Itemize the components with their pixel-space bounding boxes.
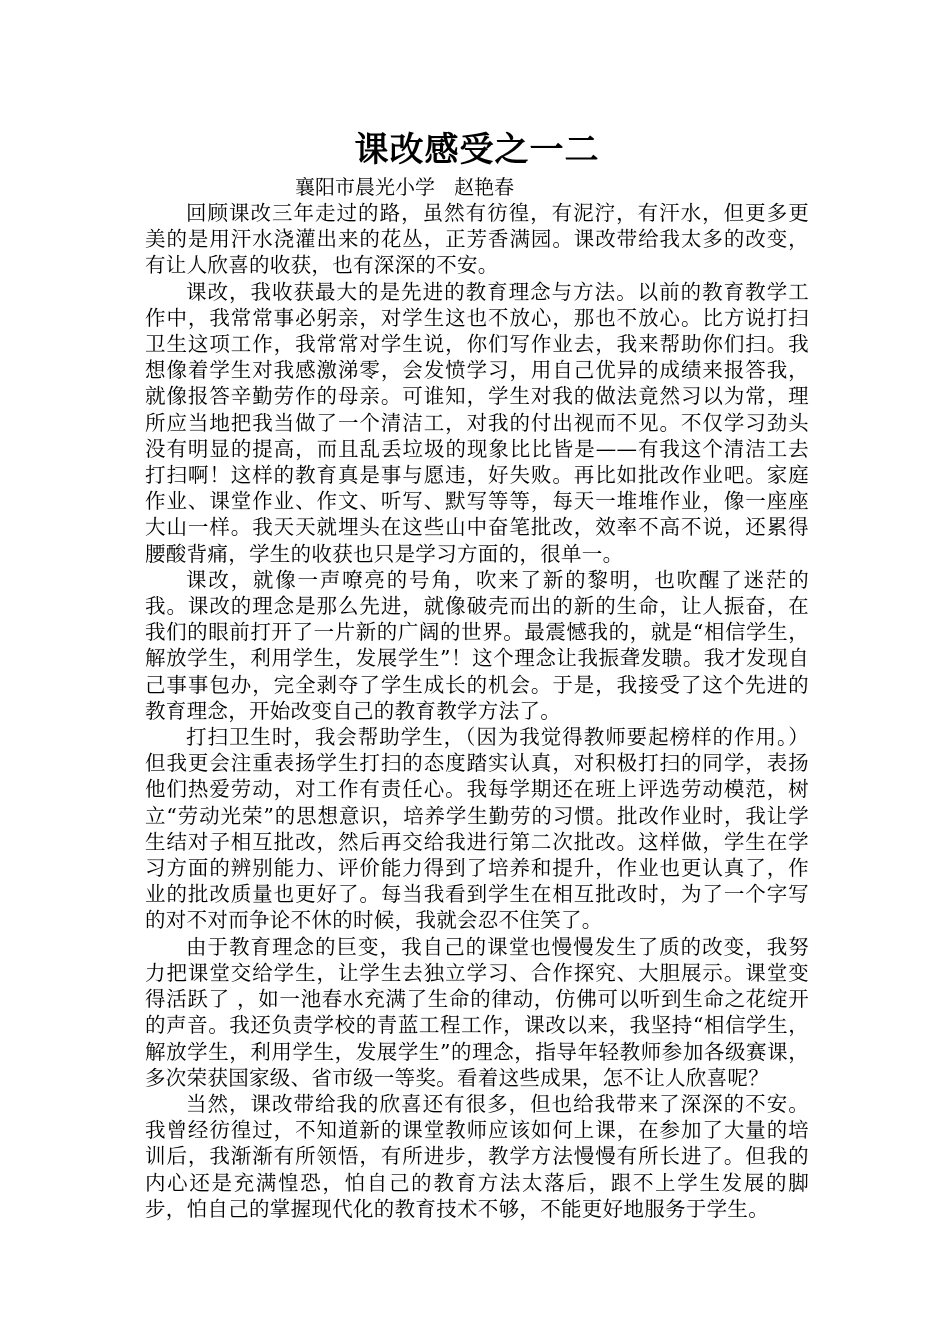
paragraph-3: 课改，就像一声嘹亮的号角，吹来了新的黎明，也吹醒了迷茫的我。课改的理念是那么先进，就像破壳而出的新的生命，让人振奋，在我们的眼前打开了一片新的广阔的世界。最震憾我的，就是“相信学生，解放学生，利用学生，发展学生”！这个理念让我振聋发聩。我才发现自己事事包办，完全剥夺了学生成长的机会。于是，我接受了这个先进的教育理念，开始改变自己的教育教学方法了。 <box>145 567 809 723</box>
document-title: 课改感受之一二 <box>354 130 600 170</box>
paragraph-1: 回顾课改三年走过的路，虽然有彷徨，有泥泞，有汗水，但更多更美的是用汗水浇灌出来的花丛，正芳香满园。课改带给我太多的改变，有让人欣喜的收获，也有深深的不安。 <box>145 201 809 278</box>
paragraph-4: 打扫卫生时，我会帮助学生，（因为我觉得教师要起榜样的作用。）但我更会注重表扬学生打扫的态度踏实认真，对积极打扫的同学，表扬他们热爱劳动，对工作有责任心。我每学期还在班上评选劳动模范，树立“劳动光荣”的思想意识，培养学生勤劳的习惯。批改作业时，我让学生结对子相互批改，然后再交给我进行第二次批改。这样做，学生在学习方面的辨别能力、评价能力得到了培养和提升，作业也更认真了，作业的批改质量也更好了。每当我看到学生在相互批改时，为了一个字写的对不对而争论不休的时候，我就会忍不住笑了。 <box>145 725 809 933</box>
paragraph-2: 课改，我收获最大的是先进的教育理念与方法。以前的教育教学工作中，我常常事必躬亲，对学生这也不放心，那也不放心。比方说打扫卫生这项工作，我常常对学生说，你们写作业去，我来帮助你们扫。我想像着学生对我感激涕零，会发愤学习，用自己优异的成绩来报答我，就像报答辛勤劳作的母亲。可谁知，学生对我的做法竟然习以为常，理所应当地把我当做了一个清洁工，对我的付出视而不见。不仅学习劲头没有明显的提高，而且乱丢垃圾的现象比比皆是——有我这个清洁工去打扫啊！这样的教育真是事与愿违，好失败。再比如批改作业吧。家庭作业、课堂作业、作文、听写、默写等等，每天一堆堆作业，像一座座大山一样。我天天就埋头在这些山中奋笔批改，效率不高不说，还累得腰酸背痛，学生的收获也只是学习方面的，很单一。 <box>145 279 809 566</box>
paragraph-6: 当然，课改带给我的欣喜还有很多，但也给我带来了深深的不安。我曾经彷徨过，不知道新的课堂教师应该如何上课，在参加了大量的培训后，我渐渐有所领悟，有所进步，教学方法慢慢有所长进了。但我的内心还是充满惶恐，怕自己的教育方法太落后，跟不上学生发展的脚步，怕自己的掌握现代化的教育技术不够，不能更好地服务于学生。 <box>145 1091 809 1221</box>
document-page <box>145 128 809 1222</box>
paragraph-5: 由于教育理念的巨变，我自己的课堂也慢慢发生了质的改变，我努力把课堂交给学生，让学生去独立学习、合作探究、大胆展示。课堂变得活跃了 ，如一池春水充满了生命的律动，仿佛可以听到生命之花绽开的声音。我还负责学校的青蓝工程工作，课改以来，我坚持“相信学生，解放学生，利用学生，发展学生”的理念，指导年轻教师参加各级赛课，多次荣获国家级、省市级一等奖。看着这些成果，怎不让人欣喜呢？ <box>145 934 809 1090</box>
author-line: 襄阳市晨光小学 赵艳春 <box>295 175 515 199</box>
